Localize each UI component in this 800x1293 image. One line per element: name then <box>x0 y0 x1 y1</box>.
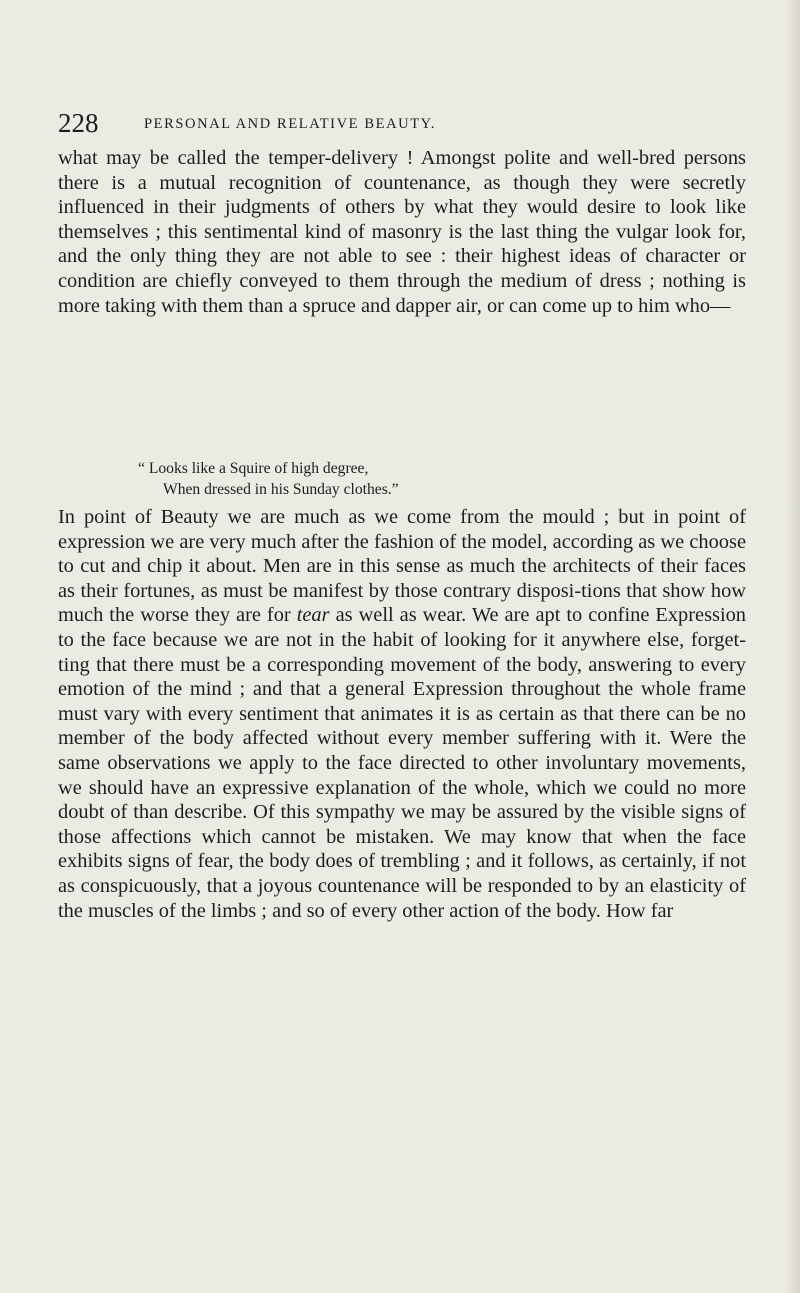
quote-line-2: When dressed in his Sunday clothes.” <box>163 481 399 498</box>
paragraph-2 <box>58 505 746 923</box>
page-number: 228 <box>58 108 99 138</box>
verse-quote <box>138 458 658 500</box>
paragraph-2-text-after: as well as wear. We are apt to confine Expression to the face because we are not in the habit of looking for it anywhere else, forget-ting that there must be a corresponding movement of the body, answering to every emotion of the mind ; and that a general Expression throughout the whole frame must vary with every sentiment that animates it is as certain as that there can be no member of the body affected without every member suffering with it. Were the same observations we apply to the face directed to other involuntary movements, we should have an expressive explanation of the whole, which we could no more doubt of than describe. Of this sympathy we may be assured by the visible signs of those affections which cannot be mistaken. We may know that when the face exhibits signs of fear, the body does of trembling ; and it follows, as certainly, if not as conspicuously, that a joyous countenance will be responded to by an elasticity of the muscles of the limbs ; and so of every other action of the body. How far <box>58 604 746 922</box>
page-header <box>58 108 742 138</box>
paragraph-2-text-before: In point of Beauty we are much as we come from the mould ; but in point of expression we are very much after the fashion of the model, according as we choose to cut and chip it about. Men are in this sense as much the architects of their faces as their fortunes, as must be manifest by those contrary disposi-tions that show how much the worse they are for <box>58 506 746 627</box>
quote-line-1: “ Looks like a Squire of high degree, <box>138 460 369 477</box>
page-edge-shadow <box>786 0 800 1293</box>
paragraph-1: what may be called the temper-delivery ! Amongst polite and well-bred persons there is a mutual recognition of countenance, as though they were secretly influenced in their judgments of others by what they would desire to look like themselves ; this sentimental kind of masonry is the last thing the vulgar look for, and the only thing they are not able to see : their highest ideas of character or condition are chiefly conveyed to them through the medium of dress ; nothing is more taking with them than a spruce and dapper air, or can come up to him who— <box>58 147 746 317</box>
paragraph-2-emphasis: tear <box>296 604 330 627</box>
running-title: PERSONAL AND RELATIVE BEAUTY. <box>144 116 437 132</box>
